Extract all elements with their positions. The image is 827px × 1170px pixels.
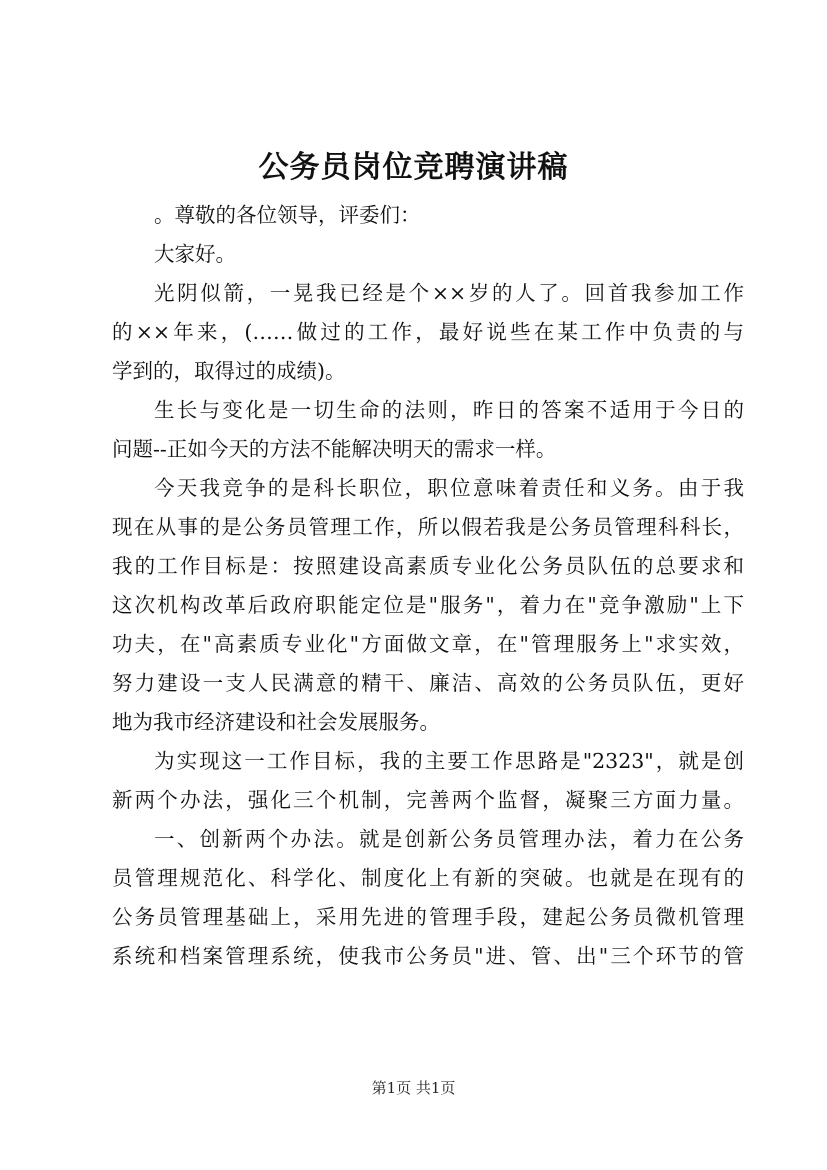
document-title: 公务员岗位竞聘演讲稿 <box>258 150 569 185</box>
text-line: 员管理规范化、科学化、制度化上有新的突破。也就是在现有的 <box>112 866 744 890</box>
text-line: 问题--正如今天的方法不能解决明天的需求一样。 <box>112 437 557 461</box>
text-line: 光阴似箭，一晃我已经是个××岁的人了。回首我参加工作 <box>154 281 744 305</box>
document-body <box>112 196 744 976</box>
text-line: 现在从事的是公务员管理工作，所以假若我是公务员管理科科长， <box>112 515 744 539</box>
text-line: 的××年来，(……做过的工作，最好说些在某工作中负责的与 <box>112 320 744 344</box>
text-line: 大家好。 <box>154 242 236 266</box>
text-line: 努力建设一支人民满意的精干、廉洁、高效的公务员队伍，更好 <box>112 671 744 695</box>
text-line: 地为我市经济建设和社会发展服务。 <box>112 710 440 734</box>
text-line: 公务员管理基础上，采用先进的管理手段，建起公务员微机管理 <box>112 905 744 929</box>
text-line: 功夫，在"高素质专业化"方面做文章，在"管理服务上"求实效， <box>112 632 744 656</box>
text-line: 生长与变化是一切生命的法则，昨日的答案不适用于今日的 <box>154 398 744 422</box>
text-line: 一、创新两个办法。就是创新公务员管理办法，着力在公务 <box>154 827 744 851</box>
text-line: 我的工作目标是：按照建设高素质专业化公务员队伍的总要求和 <box>112 554 744 578</box>
text-line: 。尊敬的各位领导，评委们： <box>154 203 421 227</box>
page-footer: 第1页 共1页 <box>371 1079 456 1097</box>
text-line: 今天我竞争的是科长职位，职位意味着责任和义务。由于我 <box>154 476 744 500</box>
text-line: 新两个办法，强化三个机制，完善两个监督，凝聚三方面力量。 <box>112 788 744 812</box>
text-line: 为实现这一工作目标，我的主要工作思路是"2323"，就是创 <box>154 749 744 773</box>
text-line: 学到的，取得过的成绩)。 <box>112 359 346 383</box>
text-line: 这次机构改革后政府职能定位是"服务"，着力在"竞争激励"上下 <box>112 593 744 617</box>
text-line: 系统和档案管理系统，使我市公务员"进、管、出"三个环节的管 <box>112 944 744 968</box>
